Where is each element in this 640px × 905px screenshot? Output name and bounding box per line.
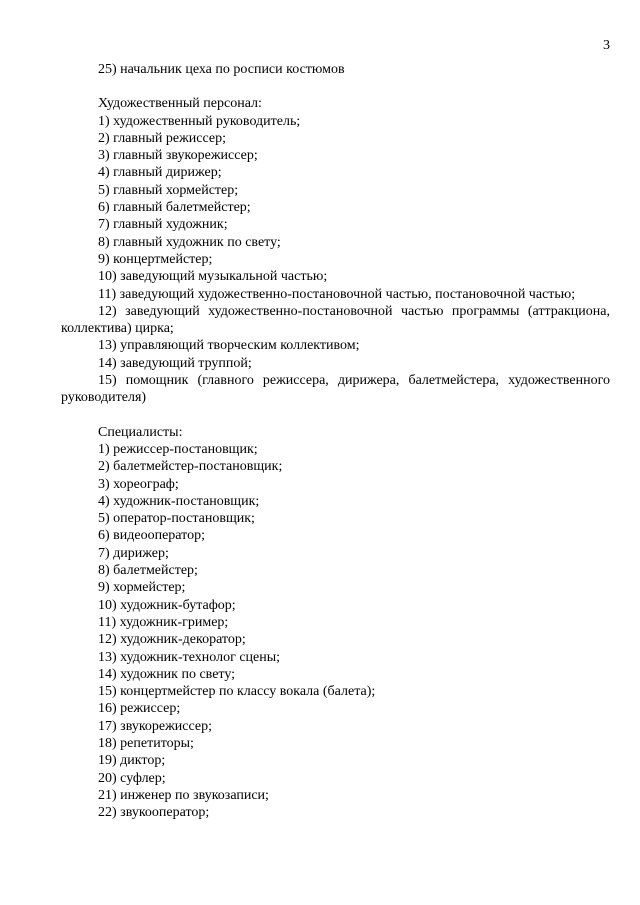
list-item: 1) режиссер-постановщик;	[98, 441, 258, 457]
list-item: 17) звукорежиссер;	[98, 718, 212, 734]
list-item: 3) хореограф;	[98, 476, 179, 492]
list-item: 4) главный дирижер;	[98, 165, 222, 181]
list-item: 14) заведующий труппой;	[98, 355, 252, 371]
list-item: 6) главный балетмейстер;	[98, 200, 251, 216]
page-number: 3	[603, 38, 610, 53]
list-item: 10) заведующий музыкальной частью;	[98, 269, 328, 285]
list-item: 6) видеооператор;	[98, 528, 205, 544]
list-item: 21) инженер по звукозаписи;	[98, 787, 269, 803]
list-item: 18) репетиторы;	[98, 735, 194, 751]
list-item: 7) главный художник;	[98, 217, 228, 233]
list-item: 4) художник-постановщик;	[98, 493, 260, 509]
list-item: 8) балетмейстер;	[98, 563, 198, 579]
list-item: 13) управляющий творческим коллективом;	[98, 338, 360, 354]
list-item: 7) дирижер;	[98, 545, 169, 561]
list-item: 14) художник по свету;	[98, 666, 236, 682]
list-item: 15) концертмейстер по классу вокала (балета);	[98, 684, 376, 700]
list-item: 11) художник-гример;	[98, 614, 229, 630]
section-heading-specialists: Специалисты:	[98, 424, 183, 440]
list-item: 2) балетмейстер-постановщик;	[98, 459, 283, 475]
list-item: 2) главный режиссер;	[98, 130, 226, 146]
list-item: 3) главный звукорежиссер;	[98, 148, 258, 164]
list-item: 20) суфлер;	[98, 770, 166, 786]
list-item: 5) главный хормейстер;	[98, 182, 239, 198]
list-item: 15) помощник (главного режиссера, дирижера, балетмейстера, художественного руководителя)	[61, 373, 610, 406]
list-item: 9) хормейстер;	[98, 580, 186, 596]
document-body	[61, 61, 610, 821]
list-item: 12) заведующий художественно-постановочной частью программы (аттракциона, коллектива) цирка;	[61, 303, 610, 337]
list-item: 13) художник-технолог сцены;	[98, 649, 281, 665]
list-item: 12) художник-декоратор;	[98, 632, 246, 648]
list-item: 11) заведующий художественно-постановочной частью, постановочной частью;	[98, 286, 576, 302]
section-heading-artistic: Художественный персонал:	[98, 96, 262, 112]
list-item: 8) главный художник по свету;	[98, 234, 281, 250]
list-item: 1) художественный руководитель;	[98, 113, 301, 129]
list-item: 9) концертмейстер;	[98, 251, 213, 267]
list-item: 16) режиссер;	[98, 701, 181, 717]
list-item: 22) звукооператор;	[98, 805, 210, 821]
list-item: 25) начальник цеха по росписи костюмов	[98, 62, 345, 77]
list-item: 19) диктор;	[98, 753, 166, 769]
list-item: 10) художник-бутафор;	[98, 597, 236, 613]
list-item: 5) оператор-постановщик;	[98, 511, 255, 527]
